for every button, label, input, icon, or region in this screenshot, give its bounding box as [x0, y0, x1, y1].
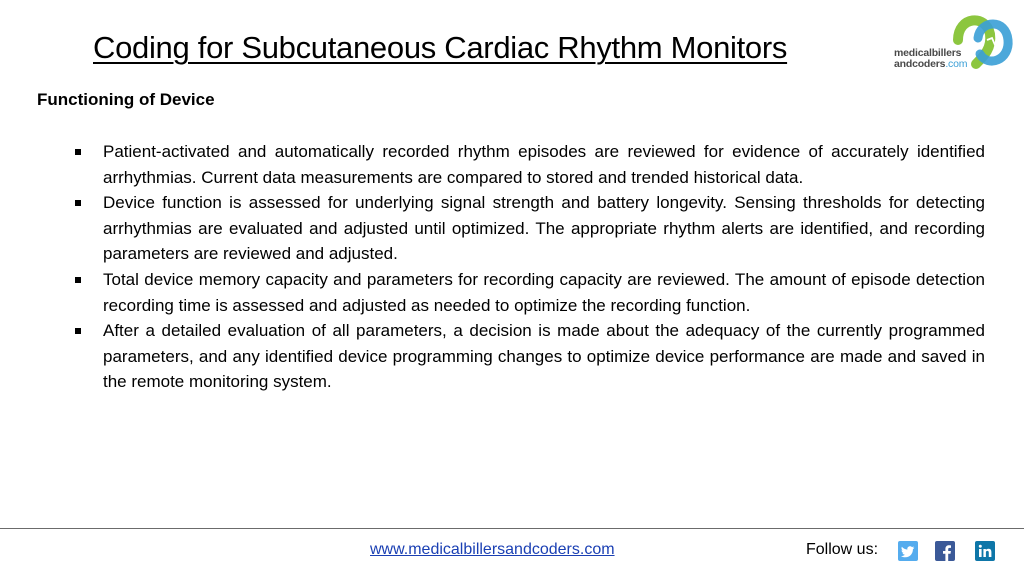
bullet-item [73, 318, 985, 395]
section-heading: Functioning of Device [37, 90, 215, 109]
bullet-text: Device function is assessed for underlying signal strength and battery longevity. Sensing thresholds for detecting arrhythmias are evaluated and adjusted until optimized. The appropriate rhythm alerts are identified, and recording parameters are reviewed and adjusted. [103, 193, 985, 264]
bullet-item [73, 139, 985, 190]
bullet-text: Total device memory capacity and parameters for recording capacity are reviewed. The amount of episode detection recording time is assessed and adjusted as needed to optimize the recording function. [103, 269, 985, 315]
bullet-text: Patient-activated and automatically recorded rhythm episodes are reviewed for evidence of accurately identified arrhythmias. Current data measurements are compared to stored and trended historical data. [103, 142, 985, 187]
logo-line-2-text: andcoders [894, 58, 946, 70]
logo-wordmark [894, 48, 967, 70]
bullet-item [73, 190, 985, 267]
square-bullet-icon [75, 277, 81, 283]
square-bullet-icon [75, 200, 81, 206]
slide-title: Coding for Subcutaneous Cardiac Rhythm Monitors [93, 30, 788, 65]
logo-line-2 [894, 59, 967, 70]
linkedin-icon[interactable] [975, 541, 995, 561]
square-bullet-icon [75, 149, 81, 155]
twitter-icon[interactable] [898, 541, 918, 561]
logo-suffix: .com [945, 58, 968, 70]
website-link[interactable]: www.medicalbillersandcoders.com [370, 541, 615, 558]
square-bullet-icon [75, 328, 81, 334]
bullet-item [73, 267, 985, 318]
follow-us-label: Follow us: [806, 541, 879, 558]
company-logo [894, 10, 1016, 74]
footer-divider [0, 528, 1024, 529]
bullet-text: After a detailed evaluation of all parameters, a decision is made about the adequacy of the currently programmed parameters, and any identified device programming changes to optimize device performance are made and saved in the remote monitoring system. [103, 321, 985, 392]
facebook-icon[interactable] [935, 541, 955, 561]
bullet-list [73, 139, 985, 395]
logo-line-1: medicalbillers [894, 47, 962, 59]
